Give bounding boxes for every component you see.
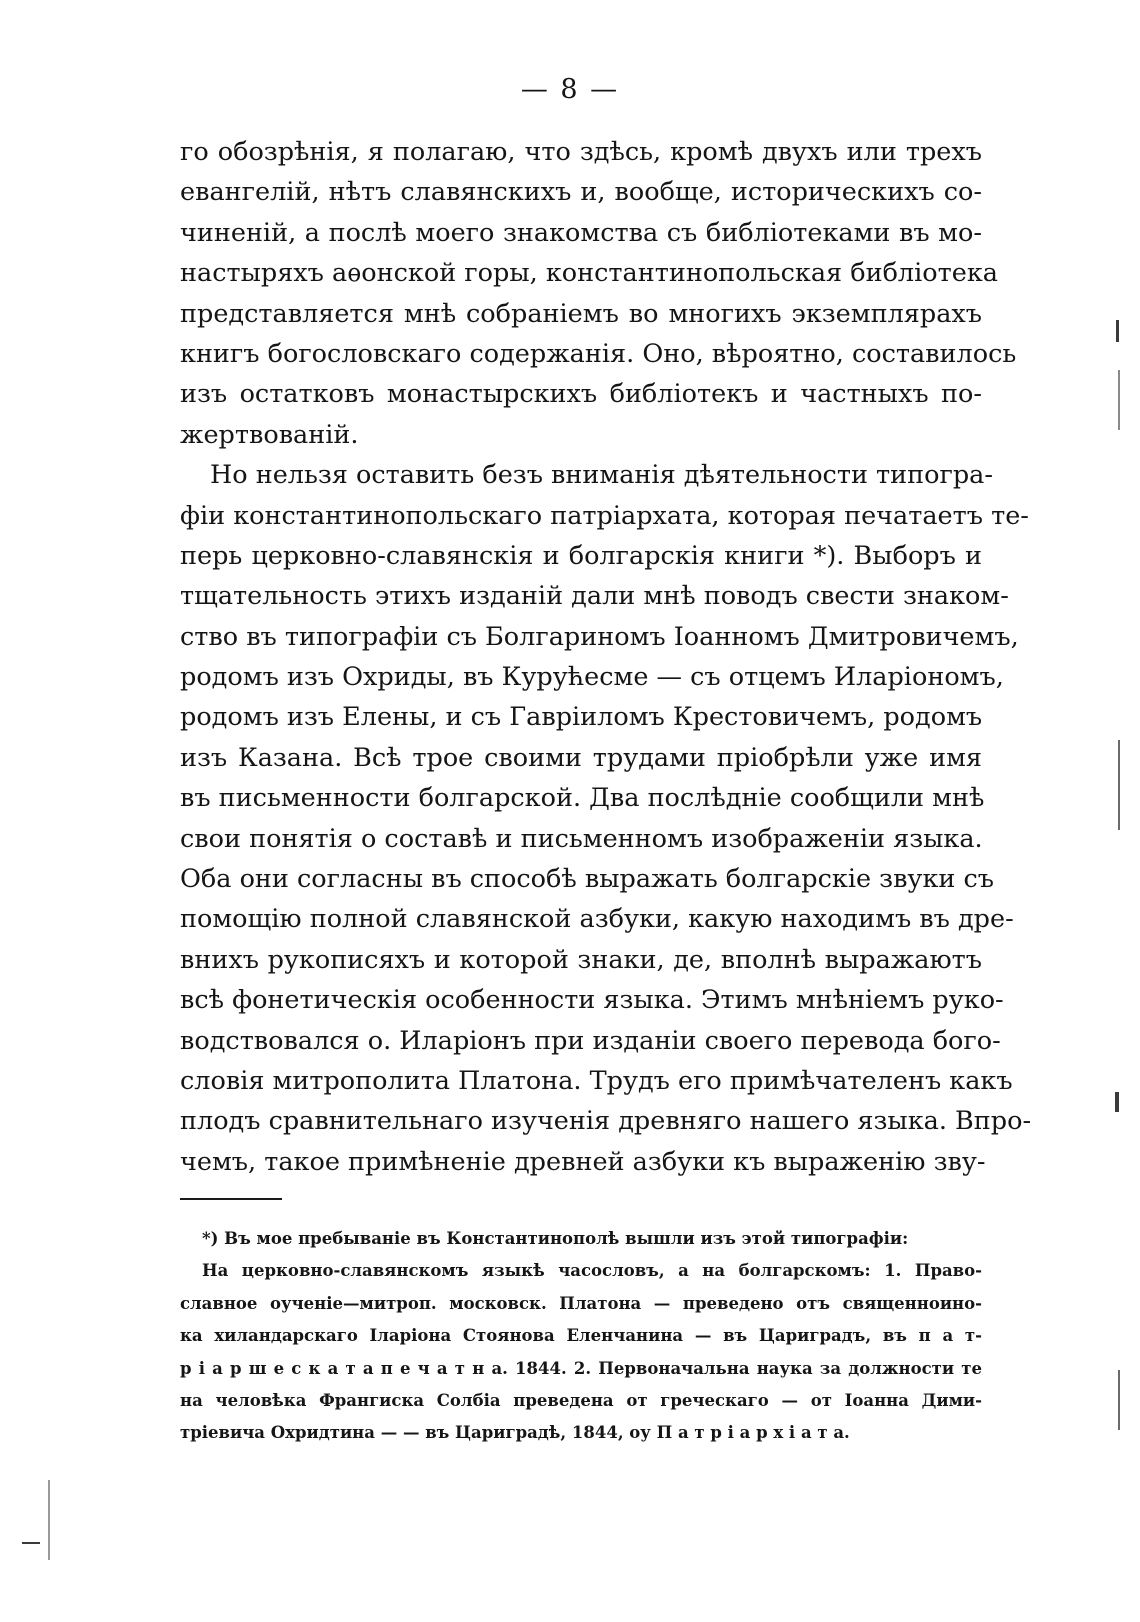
text-line: Оба они согласны въ способѣ выражать болгарскіе звуки съ xyxy=(180,864,994,895)
text-line: фіи константинопольскаго патріархата, которая печатаетъ те- xyxy=(180,500,1029,531)
footnote-line: славное оученіе—митроп. московск. Платона — преведено отъ священноино- xyxy=(180,1293,982,1313)
footnote-line: На церковно-славянскомъ языкѣ часословъ, а на болгарскомъ: 1. Право- xyxy=(202,1261,982,1281)
main-text xyxy=(180,132,1032,1182)
page-number: — 8 — xyxy=(520,74,620,105)
text-line: помощію полной славянской азбуки, какую находимъ въ дре- xyxy=(180,904,1014,935)
text-line: евангелій, нѣтъ славянскихъ и, вообще, историческихъ со- xyxy=(180,177,982,208)
text-line: въ письменности болгарской. Два послѣдніе сообщили мнѣ xyxy=(180,783,985,814)
text-line: родомъ изъ Охриды, въ Курућесме — съ отцемъ Иларіономъ, xyxy=(180,662,1004,693)
text-line: чиненій, а послѣ моего знакомства съ библіотеками въ мо- xyxy=(180,217,982,248)
text-line: ство въ типографіи съ Болгариномъ Іоанномъ Дмитровичемъ, xyxy=(180,621,1019,652)
text-line: представляется мнѣ собраніемъ во многихъ экземплярахъ xyxy=(180,298,982,329)
text-line: изъ Казана. Всѣ трое своими трудами пріобрѣли уже имя xyxy=(180,742,982,773)
footnote-line: тріевича Охридтина — — въ Цариградѣ, 1844, оу П а т р і а р х і а т а. xyxy=(180,1423,850,1443)
text-line: плодъ сравнительнаго изученія древняго нашего языка. Впро- xyxy=(180,1106,1032,1137)
text-line: родомъ изъ Елены, и съ Гавріиломъ Крестовичемъ, родомъ xyxy=(180,702,983,733)
paragraph-start-line: Но нельзя оставить безъ вниманія дѣятельности типогра- xyxy=(210,460,994,491)
text-line: свои понятія о составѣ и письменномъ изображеніи языка. xyxy=(180,823,983,854)
footnote-line: *) Въ мое пребываніе въ Константинополѣ вышли изъ этой типографіи: xyxy=(202,1229,909,1248)
scan-mark xyxy=(1115,1092,1119,1112)
footnote-divider xyxy=(180,1198,282,1200)
text-line: настыряхъ аѳонской горы, константинопольская библіотека xyxy=(180,258,998,289)
scan-mark xyxy=(22,1542,40,1544)
text-line: изъ остатковъ монастырскихъ библіотекъ и частныхъ по- xyxy=(180,379,982,410)
text-line: перь церковно-славянскія и болгарскія книги *). Выборъ и xyxy=(180,540,982,571)
footnote-line: на человѣка Франгиска Солбіа преведена от греческаго — от Іоанна Дими- xyxy=(180,1390,982,1410)
footnote xyxy=(180,1223,982,1450)
footnote-line: р і а р ш е с к а т а п е ч а т н а. 1844. 2. Первоначальна наука за должности те xyxy=(180,1358,982,1378)
scan-mark xyxy=(1118,740,1120,830)
scan-mark xyxy=(1116,320,1119,342)
scan-mark xyxy=(48,1480,50,1560)
text-line: чемъ, такое примѣненіе древней азбуки къ выраженію зву- xyxy=(180,1146,986,1177)
text-line: книгъ богословскаго содержанія. Оно, вѣроятно, составилось xyxy=(180,338,1017,369)
text-line: всѣ фонетическія особенности языка. Этимъ мнѣніемъ руко- xyxy=(180,985,1004,1016)
text-line: го обозрѣнія, я полагаю, что здѣсь, кромѣ двухъ или трехъ xyxy=(180,137,982,167)
scan-mark xyxy=(1118,1370,1120,1430)
text-line: внихъ рукописяхъ и которой знаки, де, вполнѣ выражаютъ xyxy=(180,944,982,975)
footnote-line: ка хиландарскаго Іларіона Стоянова Еленчанина — въ Цариградъ, въ п а т- xyxy=(180,1326,982,1346)
text-line: жертвованій. xyxy=(180,419,359,450)
scan-mark xyxy=(1118,370,1120,430)
text-line: словія митрополита Платона. Трудъ его примѣчателенъ какъ xyxy=(180,1065,1013,1096)
text-line: водствовался о. Иларіонъ при изданіи своего перевода бого- xyxy=(180,1025,1001,1056)
text-line: тщательность этихъ изданій дали мнѣ поводъ свести знаком- xyxy=(180,581,1009,612)
